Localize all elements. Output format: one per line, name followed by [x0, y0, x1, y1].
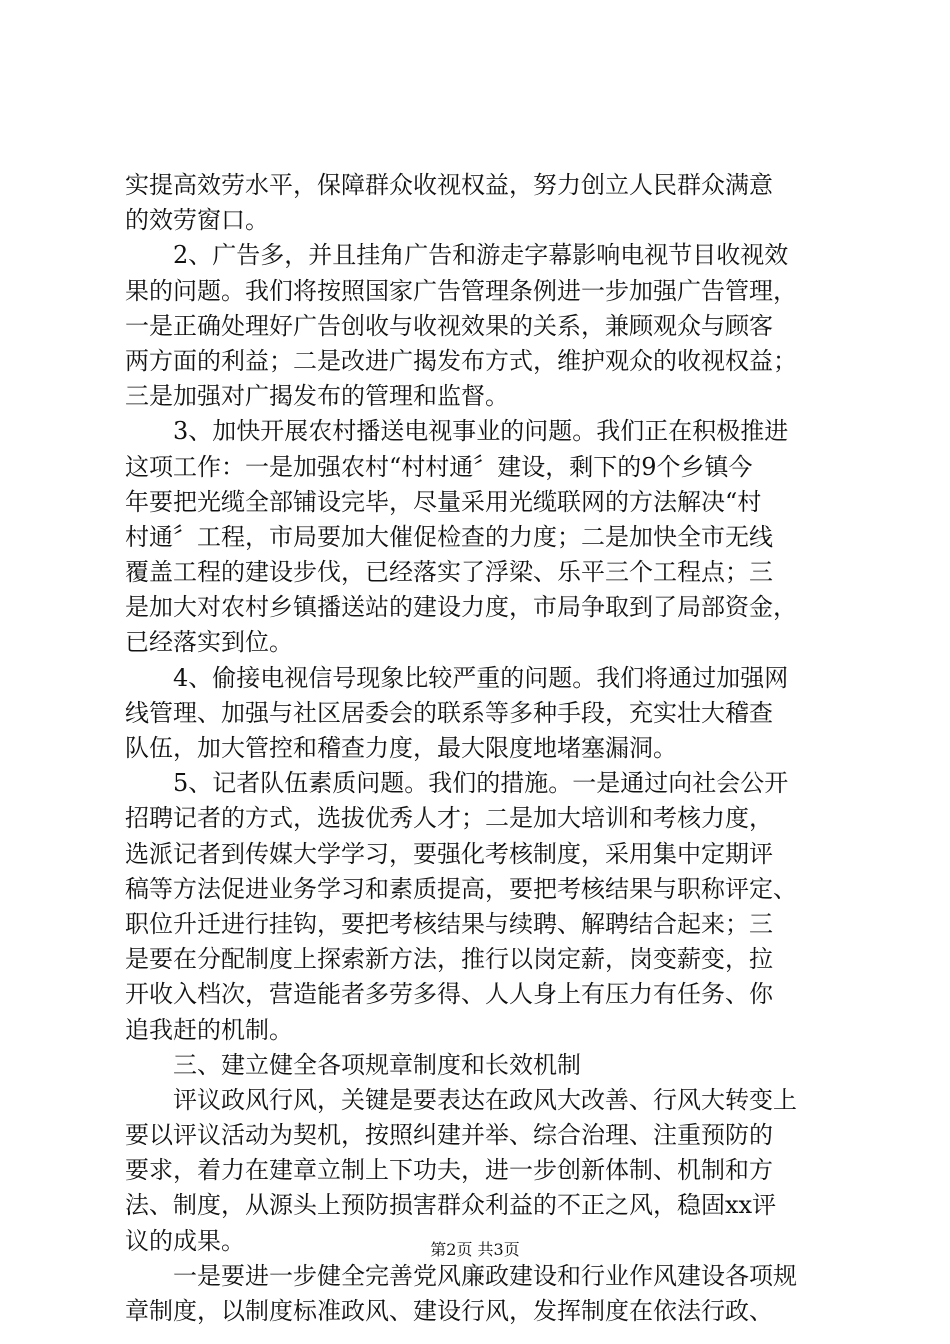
- text-line: 章制度，以制度标准政风、建设行风，发挥制度在依法行政、: [125, 1297, 773, 1325]
- text-line: 一是要进一步健全完善党风廉政建设和行业作风建设各项规: [125, 1261, 797, 1290]
- document-body: [125, 168, 830, 1329]
- text-line: 队伍，加大管控和稽查力度，最大限度地堵塞漏洞。: [125, 734, 677, 762]
- page-number: 第2页 共3页: [430, 1240, 520, 1259]
- text-line: 法、制度，从源头上预防损害群众利益的不正之风，稳固xx评: [125, 1191, 777, 1220]
- text-line: 要求，着力在建章立制上下功夫，进一步创新体制、机制和方: [125, 1156, 773, 1185]
- text-line: 4、偷接电视信号现象比较严重的问题。我们将通过加强网: [125, 663, 789, 692]
- text-line: 招聘记者的方式，选拔优秀人才；二是加大培训和考核力度，: [125, 804, 773, 833]
- text-line: 这项工作：一是加强农村“村村通〞建设，剩下的9个乡镇今: [125, 452, 753, 481]
- text-line: 村通〞工程，市局要加大催促检查的力度；二是加快全市无线: [125, 522, 773, 551]
- text-line: 稿等方法促进业务学习和素质提高，要把考核结果与职称评定、: [125, 874, 797, 903]
- text-line: 果的问题。我们将按照国家广告管理条例进一步加强广告管理，: [125, 276, 797, 305]
- text-line: 覆盖工程的建设步伐，已经落实了浮梁、乐平三个工程点；三: [125, 558, 773, 587]
- text-line: 追我赶的机制。: [125, 1015, 293, 1044]
- text-line: 实提高效劳水平，保障群众收视权益，努力创立人民群众满意: [125, 171, 773, 199]
- text-line: 线管理、加强与社区居委会的联系等多种手段，充实壮大稽查: [125, 698, 773, 727]
- text-line: 是要在分配制度上探索新方法，推行以岗定薪，岗变薪变，拉: [125, 945, 773, 974]
- text-line: 三是加强对广揭发布的管理和监督。: [125, 382, 509, 411]
- text-line: 职位升迁进行挂钩，要把考核结果与续聘、解聘结合起来；三: [125, 909, 773, 938]
- text-line: 已经落实到位。: [125, 628, 293, 657]
- text-line: 3、加快开展农村播送电视事业的问题。我们正在积极推进: [125, 417, 789, 446]
- text-line: 要以评议活动为契机，按照纠建并举、综合治理、注重预防的: [125, 1121, 773, 1150]
- text-line: 开收入档次，营造能者多劳多得、人人身上有压力有任务、你: [125, 980, 773, 1009]
- text-line: 2、广告多，并且挂角广告和游走字幕影响电视节目收视效: [125, 241, 789, 270]
- page-footer: [0, 1240, 950, 1260]
- text-line: 议的成果。: [125, 1226, 245, 1255]
- text-line: 5、记者队伍素质问题。我们的措施。一是通过向社会公开: [125, 769, 789, 798]
- text-line: 年要把光缆全部铺设完毕，尽量采用光缆联网的方法解决“村: [125, 487, 762, 516]
- text-line: 两方面的利益；二是改进广揭发布方式，维护观众的收视权益；: [125, 346, 797, 375]
- text-line: 一是正确处理好广告创收与收视效果的关系，兼顾观众与顾客: [125, 311, 773, 340]
- text-line: 是加大对农村乡镇播送站的建设力度，市局争取到了局部资金，: [125, 593, 797, 622]
- text-line: 的效劳窗口。: [125, 206, 269, 235]
- text-line: 评议政风行风，关键是要表达在政风大改善、行风大转变上: [125, 1085, 797, 1114]
- text-line: 选派记者到传媒大学学习，要强化考核制度，采用集中定期评: [125, 839, 773, 868]
- section-heading: 三、建立健全各项规章制度和长效机制: [125, 1050, 581, 1079]
